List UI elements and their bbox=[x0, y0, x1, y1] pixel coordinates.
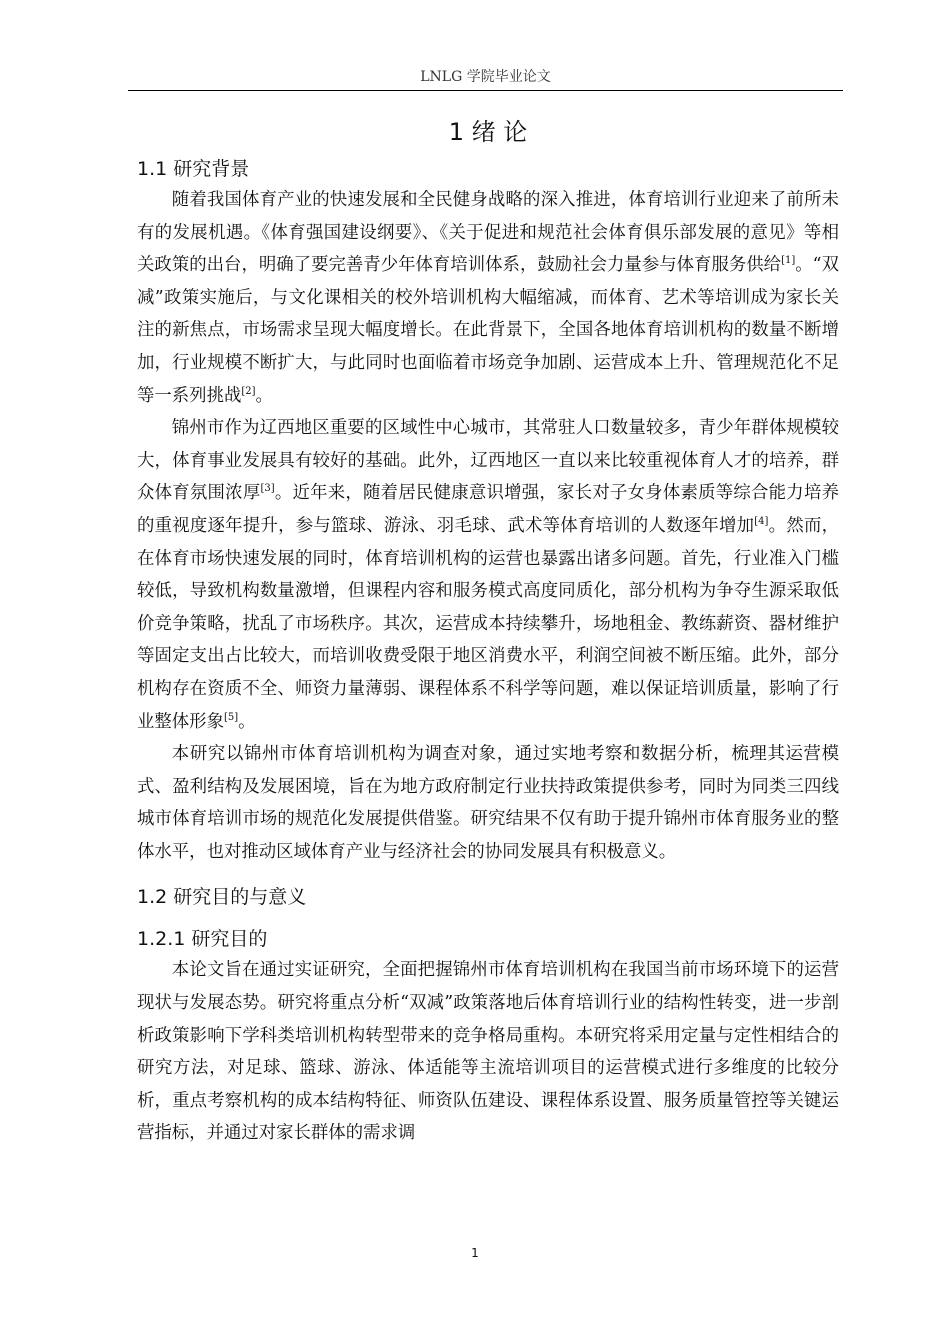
paragraph-background-2 bbox=[137, 412, 839, 738]
paragraph-background-1 bbox=[137, 184, 839, 412]
paragraph-text: 。 bbox=[238, 711, 256, 732]
paragraph-purpose-1: 本论文旨在通过实证研究，全面把握锦州市体育培训机构在我国当前市场环境下的运营现状与发展态势。研究将重点分析“双减”政策落地后体育培训行业的结构性转变，进一步剖析政策影响下学科类培训机构转型带来的竞争格局重构。本研究将采用定量与定性相结合的研究方法，对足球、篮球、游泳、体适能等主流培训项目的运营模式进行多维度的比较分析，重点考察机构的成本结构特征、师资队伍建设、课程体系设置、服务质量管控等关键运营指标，并通过对家长群体的需求调 bbox=[137, 960, 839, 1144]
section-heading-1-2: 1.2 研究目的与意义 bbox=[137, 886, 307, 909]
subsection-heading-1-2-1: 1.2.1 研究目的 bbox=[137, 928, 268, 951]
document-body bbox=[137, 116, 839, 1150]
paragraph-text: 。“双减”政策实施后，与文化课相关的校外培训机构大幅缩减，而体育、艺术等培训成为家长关注的新焦点，市场需求呈现大幅度增长。在此背景下，全国各地体育培训机构的数量不断增加，行业规模不断扩大，与此同时也面临着市场竞争加剧、运营成本上升、管理规范化不足等一系列挑战 bbox=[137, 255, 839, 406]
paragraph-background-3: 本研究以锦州市体育培训机构为调查对象，通过实地考察和数据分析，梳理其运营模式、盈利结构及发展困境，旨在为地方政府制定行业扶持政策提供参考，同时为同类三四线城市体育培训市场的规范化发展提供借鉴。研究结果不仅有助于提升锦州市体育服务业的整体水平，也对推动区域体育产业与经济社会的协同发展具有积极意义。 bbox=[137, 744, 839, 862]
citation-ref: [2] bbox=[241, 385, 256, 397]
citation-ref: [5] bbox=[223, 711, 239, 723]
paragraph-text: 锦州市作为辽西地区重要的区域性中心城市，其常驻人口数量较多，青少年群体规模较大，体育事业发展具有较好的基础。此外，辽西地区一直以来比较重视体育人才的培养，群众体育氛围浓厚 bbox=[137, 418, 839, 504]
paragraph-text: 。 bbox=[255, 385, 273, 406]
chapter-title: 1 绪 论 bbox=[448, 118, 528, 146]
citation-ref: [1] bbox=[781, 255, 796, 267]
citation-ref: [3] bbox=[260, 483, 275, 495]
page-number: 1 bbox=[471, 1246, 479, 1260]
header-rule bbox=[128, 90, 843, 91]
paragraph-text: 。然而，在体育市场快速发展的同时，体育培训机构的运营也暴露出诸多问题。首先，行业准入门槛较低，导致机构数量激增，但课程内容和服务模式高度同质化，部分机构为争夺生源采取低价竞争策略，扰乱了市场秩序。其次，运营成本持续攀升，场地租金、教练薪资、器材维护等固定支出占比较大，而培训收费受限于地区消费水平，利润空间被不断压缩。此外，部分机构存在资质不全、师资力量薄弱、课程体系不科学等问题，难以保证培训质量，影响了行业整体形象 bbox=[137, 515, 839, 732]
citation-ref: [4] bbox=[754, 516, 769, 528]
paragraph-text: 。近年来，随着居民健康意识增强，家长对子女身体素质等综合能力培养的重视度逐年提升，参与篮球、游泳、羽毛球、武术等体育培训的人数逐年增加 bbox=[137, 483, 839, 536]
section-heading-1-1: 1.1 研究背景 bbox=[137, 158, 250, 180]
running-header: LNLG 学院毕业论文 bbox=[420, 69, 551, 85]
paragraph-text: 随着我国体育产业的快速发展和全民健身战略的深入推进，体育培训行业迎来了前所未有的发展机遇。《体育强国建设纲要》、《关于促进和规范社会体育俱乐部发展的意见》等相关政策的出台，明确了要完善青少年体育培训体系，鼓励社会力量参与体育服务供给 bbox=[137, 190, 839, 276]
